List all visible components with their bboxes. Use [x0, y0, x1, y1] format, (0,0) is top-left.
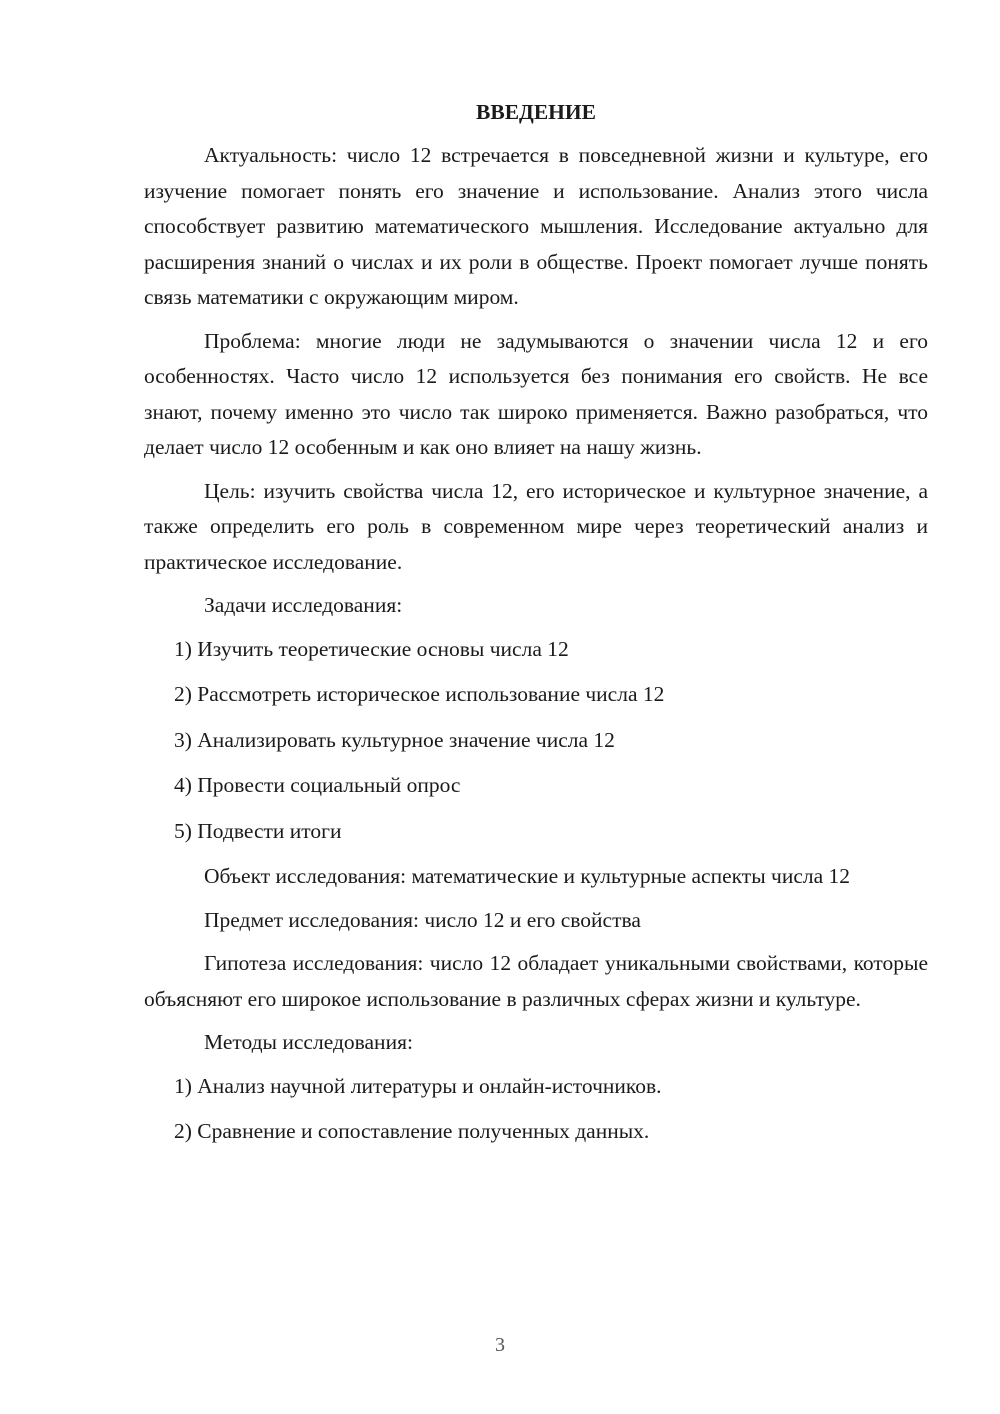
- task-item: 2) Рассмотреть историческое использование числа 12: [174, 682, 665, 706]
- methods-list: [144, 1069, 928, 1150]
- method-item: 1) Анализ научной литературы и онлайн-источников.: [174, 1073, 662, 1098]
- tasks-list: [144, 632, 928, 850]
- document-page: [144, 94, 928, 1160]
- tasks-heading: Задачи исследования:: [204, 593, 403, 617]
- hypothesis-paragraph: Гипотеза исследования: число 12 обладает уникальными свойствами, которые объясняют его широкое использование в различных сферах жизни и культуре.: [144, 951, 928, 1011]
- task-item: 1) Изучить теоретические основы числа 12: [174, 636, 569, 661]
- task-item: 3) Анализировать культурное значение числа 12: [174, 727, 615, 752]
- method-item: 2) Сравнение и сопоставление полученных данных.: [174, 1119, 650, 1143]
- relevance-paragraph: Актуальность: число 12 встречается в повседневной жизни и культуре, его изучение помогает понять его значение и использование. Анализ этого числа способствует развитию математического мышления. Исследование актуально для расширения знаний о числах и их роли в обществе. Проект помогает лучше понять связь математики с окружающим миром.: [144, 143, 928, 309]
- task-item: 4) Провести социальный опрос: [174, 773, 461, 797]
- methods-heading: Методы исследования:: [204, 1030, 413, 1054]
- object-paragraph: Объект исследования: математические и культурные аспекты числа 12: [204, 864, 851, 888]
- task-item: 5) Подвести итоги: [174, 818, 342, 843]
- section-title: ВВЕДЕНИЕ: [476, 100, 596, 124]
- subject-paragraph: Предмет исследования: число 12 и его свойства: [204, 907, 641, 932]
- goal-paragraph: Цель: изучить свойства числа 12, его историческое и культурное значение, а также определить его роль в современном мире через теоретический анализ и практическое исследование.: [144, 478, 928, 574]
- problem-paragraph: Проблема: многие люди не задумываются о значении числа 12 и его особенностях. Часто число 12 используется без понимания его свойств. Не все знают, почему именно это число так широко применяется. Важно разобраться, что делает число 12 особенным и как оно влияет на нашу жизнь.: [144, 328, 928, 459]
- page-number: 3: [495, 1334, 505, 1356]
